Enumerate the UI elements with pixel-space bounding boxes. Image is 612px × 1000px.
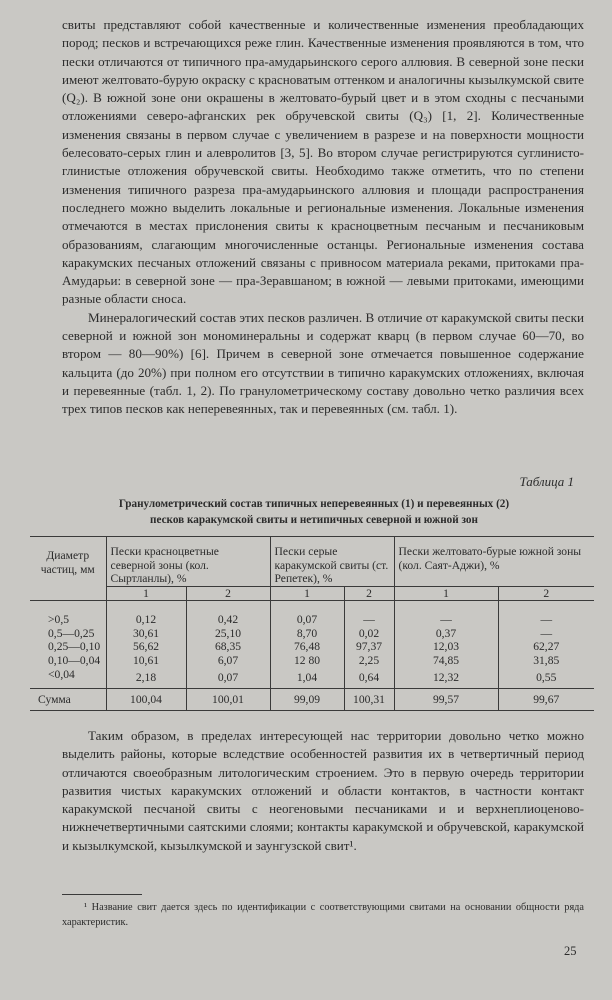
table-cell: —: [394, 601, 498, 627]
table-title-line-2: песков каракумской свиты и нетипичных северной и южной зон: [150, 514, 478, 526]
table-title-line-1: Гранулометрический состав типичных неперевеянных (1) и перевеянных (2): [118, 498, 510, 510]
subheader-cell: 2: [498, 586, 594, 601]
table-cell: 31,85: [498, 654, 594, 668]
row-label: 0,10—0,04: [48, 654, 101, 668]
paragraph-1: свиты представляют собой качественные и количественные изменения преобладающих пород; песков и встречающихся реже глин. Качественные изменения проявляются в том, что пески отличаются от типичного пра-амударьинского серого аллювия. В северной зоне пески имеют желтовато-бурую окраску с красноватым оттенком и аналогичны кызылкумской свите (Q₂). В южной зоне они окрашены в желтовато-бурый цвет и в этом сходны с песчаными отложениями северо-афганских рек обручевской свиты (Q₃) [1, 2]. Количественные изменения связаны в первом случае с увеличением в разрезе и на поверхности мощности белесовато-серых глин и алевролитов [3, 5]. Во втором случае регистрируются суглинисто-глинистые отложения обручевской свиты. Необходимо также отметить, что по степени изменения типичного разреза пра-амударьинского аллювия и площади распространения последнего можно выделить локальные и региональные изменения. Локальные изменения отмечаются в местах прислонения свиты к красноцветным песчаным и песчаниковым образованиям, слагающим многочисленные останцы. Региональные изменения состава каракумских песчаных отложений связаны с привносом материала реками, притоками пра-Амударьи: в северной зоне — пра-Зеравшаном; в южной — левыми притоками, имеющими разные области сноса.: [62, 17, 584, 307]
table-cell: 68,35: [186, 640, 270, 654]
header-group-north: Пески красноцветные северной зоны (кол. Сыртланлы), %: [106, 537, 270, 587]
sum-cell: 100,01: [186, 688, 270, 711]
table-cell: —: [498, 627, 594, 641]
table-cell: 62,27: [498, 640, 594, 654]
sum-cell: 100,04: [106, 688, 186, 711]
body-text-bottom: [62, 727, 584, 855]
table-row: [30, 640, 594, 654]
page-number: 25: [564, 944, 577, 958]
table-cell: 1,04: [270, 668, 344, 688]
table-cell: 0,55: [498, 668, 594, 688]
granulometry-table: [30, 536, 594, 711]
footnote-rule: [62, 894, 142, 895]
table-row: [30, 668, 594, 688]
header-diameter: Диаметр частиц, мм: [30, 537, 106, 601]
sum-row: [30, 688, 594, 711]
table-cell: 8,70: [270, 627, 344, 641]
table-cell: 0,07: [186, 668, 270, 688]
paragraph-3: Таким образом, в пределах интересующей нас территории довольно четко можно выделить районы, которые вследствие особенностей развития их в четвертичный период отличаются своеобразным литологическим строением. Это в первую очередь территории развития чистых каракумских отложений и области контактов, в частности контакт каракумской песчаной свиты с неогеновыми песчаниками и и верхнеплиоценово-нижнечетвертичными саятскими слоями; контакты каракумской и обручевской, каракумской и кызылкумской, кызылкумской и заунгузской свит¹.: [62, 728, 584, 853]
table-cell: 6,07: [186, 654, 270, 668]
subheader-cell: 1: [270, 586, 344, 601]
sum-cell: 99,09: [270, 688, 344, 711]
table-cell: 56,62: [106, 640, 186, 654]
table-cell: 76,48: [270, 640, 344, 654]
footnote: ¹ Название свит дается здесь по идентификации с соответствующими свитами на основании общности ряда характеристик.: [62, 902, 584, 928]
header-group-karakum: Пески серые каракумской свиты (ст. Репетек), %: [270, 537, 394, 587]
sum-cell: 100,31: [344, 688, 394, 711]
sum-cell: 99,67: [498, 688, 594, 711]
paragraph-2: Минералогический состав этих песков различен. В отличие от каракумской свиты пески северной и южной зон мономинеральны и содержат кварц (в первом случае 60—70, во втором — 80—90%) [6]. Причем в северной зоне отмечается повышенное содержание кальцита (до 20%) при полном его отсутствии в типично каракумских отложениях, включая и перевеянные (табл. 1, 2). По гранулометрическому составу довольно четко различия всех трех типов песков как неперевеянных, так и перевеянных (см. табл. 1).: [62, 309, 584, 417]
header-group-south: Пески желтовато-бурые южной зоны (кол. Саят-Аджи), %: [394, 537, 594, 587]
table-cell: 2,18: [106, 668, 186, 688]
row-label: >0,5: [48, 613, 70, 626]
table-cell: 12,03: [394, 640, 498, 654]
table-cell: 0,02: [344, 627, 394, 641]
subheader-cell: 2: [344, 586, 394, 601]
table-cell: 30,61: [106, 627, 186, 641]
body-text-top: [62, 16, 584, 419]
table-cell: 74,85: [394, 654, 498, 668]
table-row: [30, 627, 594, 641]
sum-label: Сумма: [30, 688, 106, 711]
subheader-cell: 1: [106, 586, 186, 601]
table-cell: 0,64: [344, 668, 394, 688]
table-cell: 0,37: [394, 627, 498, 641]
table-label: Таблица 1: [519, 474, 574, 489]
table-cell: 10,61: [106, 654, 186, 668]
table-cell: —: [498, 601, 594, 627]
table-cell: 97,37: [344, 640, 394, 654]
table-cell: 0,07: [270, 601, 344, 627]
table-cell: —: [344, 601, 394, 627]
table-title: [40, 496, 588, 528]
table-cell: 25,10: [186, 627, 270, 641]
table-cell: 2,25: [344, 654, 394, 668]
subheader-cell: 1: [394, 586, 498, 601]
row-label: 0,5—0,25: [48, 626, 95, 640]
table-cell: 0,12: [106, 601, 186, 627]
table-cell: 12 80: [270, 654, 344, 668]
table-row: [30, 601, 594, 627]
table-row: [30, 654, 594, 668]
table-cell: 0,42: [186, 601, 270, 627]
sum-cell: 99,57: [394, 688, 498, 711]
table-cell: 12,32: [394, 668, 498, 688]
row-label: <0,04: [48, 667, 75, 681]
subheader-cell: 2: [186, 586, 270, 601]
row-label: 0,25—0,10: [48, 640, 101, 654]
